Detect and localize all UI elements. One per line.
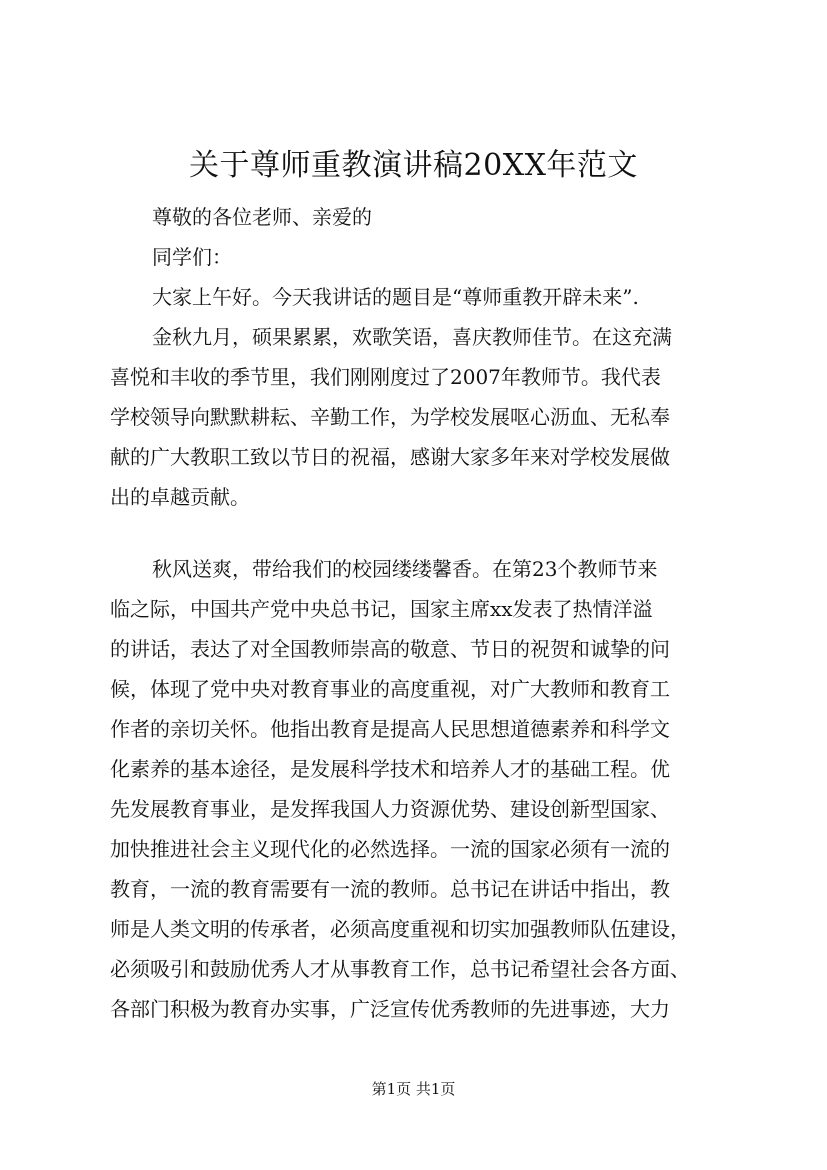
paragraph-line: 师是人类文明的传承者，必须高度重视和切实加强教师队伍建设， xyxy=(110,917,690,941)
paragraph-line: 出的卓越贡献。 xyxy=(110,485,250,509)
paragraph-line: 加快推进社会主义现代化的必然选择。一流的国家必须有一流的 xyxy=(110,837,670,861)
paragraph-line: 临之际，中国共产党中央总书记，国家主席xx发表了热情洋溢 xyxy=(110,597,653,621)
paragraph-line: 喜悦和丰收的季节里，我们刚刚度过了2007年教师节。我代表 xyxy=(110,365,661,389)
paragraph-line: 化素养的基本途径，是发展科学技术和培养人才的基础工程。优 xyxy=(110,757,670,781)
greeting-line: 尊敬的各位老师、亲爱的 xyxy=(152,205,372,229)
paragraph-line: 的讲话，表达了对全国教师崇高的敬意、节日的祝贺和诚挚的问 xyxy=(110,637,670,661)
paragraph-line: 必须吸引和鼓励优秀人才从事教育工作，总书记希望社会各方面、 xyxy=(110,957,690,981)
paragraph-line: 秋风送爽，带给我们的校园缕缕馨香。在第23个教师节来 xyxy=(152,557,658,581)
greeting-line: 同学们： xyxy=(152,245,232,269)
document-body xyxy=(110,197,740,1029)
paragraph-line: 献的广大教职工致以节日的祝福，感谢大家多年来对学校发展做 xyxy=(110,445,670,469)
paragraph-line: 先发展教育事业，是发挥我国人力资源优势、建设创新型国家、 xyxy=(110,797,670,821)
paragraph-line: 学校领导向默默耕耘、辛勤工作，为学校发展呕心沥血、无私奉 xyxy=(110,405,670,429)
paragraph-line: 各部门积极为教育办实事，广泛宣传优秀教师的先进事迹，大力 xyxy=(110,997,670,1021)
paragraph-line: 作者的亲切关怀。他指出教育是提高人民思想道德素养和科学文 xyxy=(110,717,670,741)
page-number-footer: 第1页 共1页 xyxy=(371,1080,456,1098)
paragraph-line: 教育，一流的教育需要有一流的教师。总书记在讲话中指出，教 xyxy=(110,877,670,901)
paragraph-line: 候，体现了党中央对教育事业的高度重视，对广大教师和教育工 xyxy=(110,677,670,701)
paragraph-line: 大家上午好。今天我讲话的题目是“尊师重教开辟未来”. xyxy=(152,285,639,309)
document-title: 关于尊师重教演讲稿20XX年范文 xyxy=(189,148,638,183)
paragraph-line: 金秋九月，硕果累累，欢歌笑语，喜庆教师佳节。在这充满 xyxy=(152,325,672,349)
